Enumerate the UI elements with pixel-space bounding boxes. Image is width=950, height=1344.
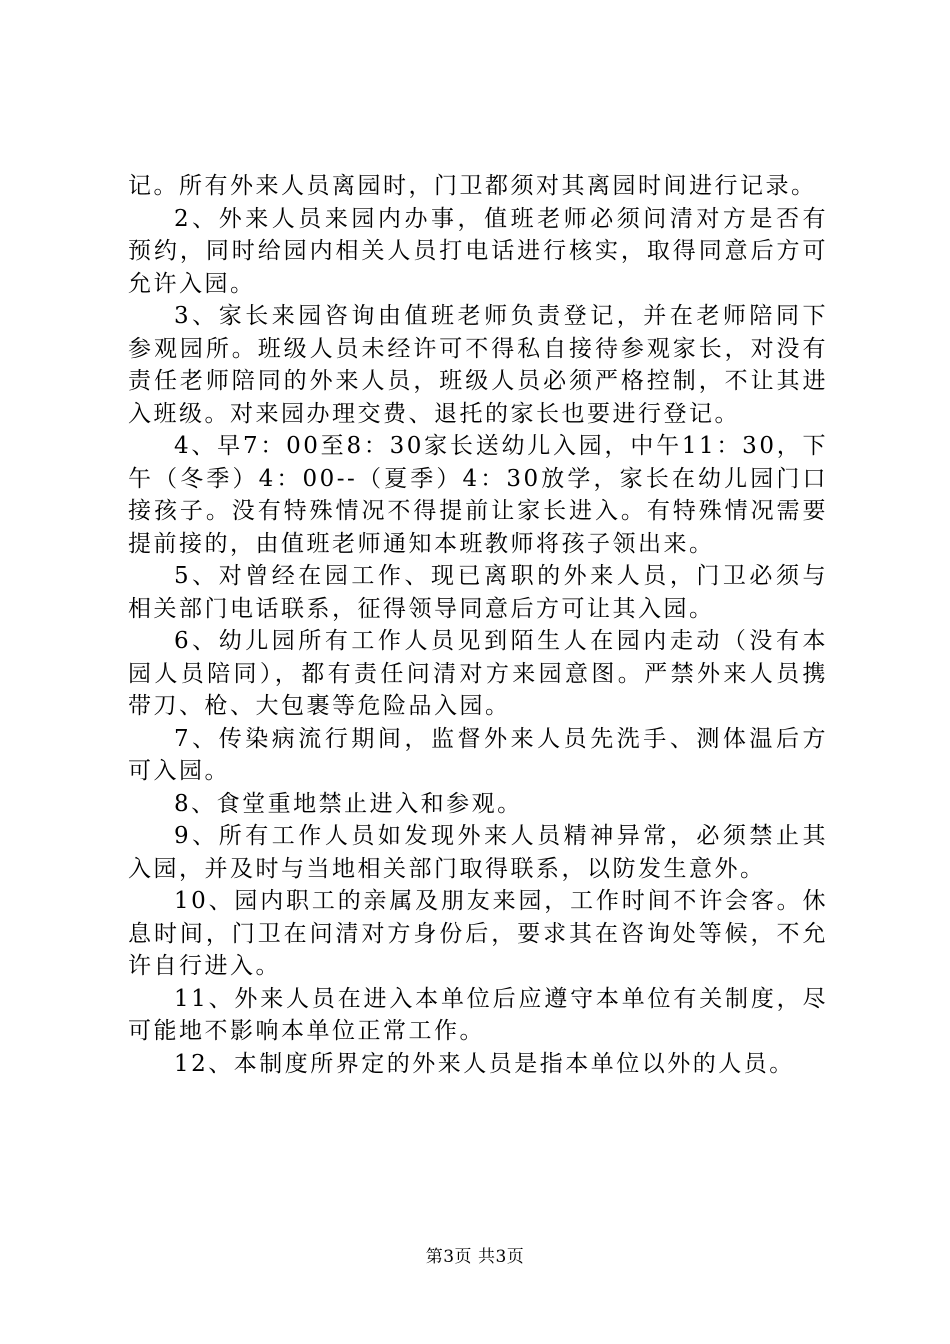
page-number-footer: 第3页 共3页: [425, 1247, 525, 1267]
paragraph-item-10: 10、园内职工的亲属及朋友来园，工作时间不许会客。休息时间，门卫在问清对方身份后，要求其在咨询处等候，不允许自行进入。: [128, 888, 828, 979]
paragraph-item-3: 3、家长来园咨询由值班老师负责登记，并在老师陪同下参观园所。班级人员未经许可不得私自接待参观家长，对没有责任老师陪同的外来人员，班级人员必须严格控制，不让其进入班级。对来园办理交费、退托的家长也要进行登记。: [128, 303, 828, 427]
paragraph-item-12: 12、本制度所界定的外来人员是指本单位以外的人员。: [174, 1050, 795, 1077]
paragraph-item-8: 8、食堂重地禁止进入和参观。: [174, 790, 523, 817]
paragraph-item-4: 4、早7：00至8：30家长送幼儿入园，中午11：30，下午（冬季）4：00--（夏季）4：30放学，家长在幼儿园门口接孩子。没有特殊情况不得提前让家长进入。有特殊情况需要提前接的，由值班老师通知本班教师将孩子领出来。: [128, 433, 828, 557]
paragraph-item-11: 11、外来人员在进入本单位后应遵守本单位有关制度，尽可能地不影响本单位正常工作。: [128, 985, 828, 1044]
paragraph-item-6: 6、幼儿园所有工作人员见到陌生人在园内走动（没有本园人员陪同），都有责任问清对方来园意图。严禁外来人员携带刀、枪、大包裹等危险品入园。: [128, 628, 828, 719]
paragraph-item-5: 5、对曾经在园工作、现已离职的外来人员，门卫必须与相关部门电话联系，征得领导同意后方可让其入园。: [128, 563, 828, 622]
paragraph-item-2: 2、外来人员来园内办事，值班老师必须问清对方是否有预约，同时给园内相关人员打电话进行核实，取得同意后方可允许入园。: [128, 205, 828, 297]
paragraph-item-9: 9、所有工作人员如发现外来人员精神异常，必须禁止其入园，并及时与当地相关部门取得联系，以防发生意外。: [128, 823, 828, 882]
paragraph-continuation: 记。所有外来人员离园时，门卫都须对其离园时间进行记录。: [128, 173, 817, 199]
document-body: [128, 170, 828, 1080]
paragraph-item-7: 7、传染病流行期间，监督外来人员先洗手、测体温后方可入园。: [128, 725, 828, 784]
